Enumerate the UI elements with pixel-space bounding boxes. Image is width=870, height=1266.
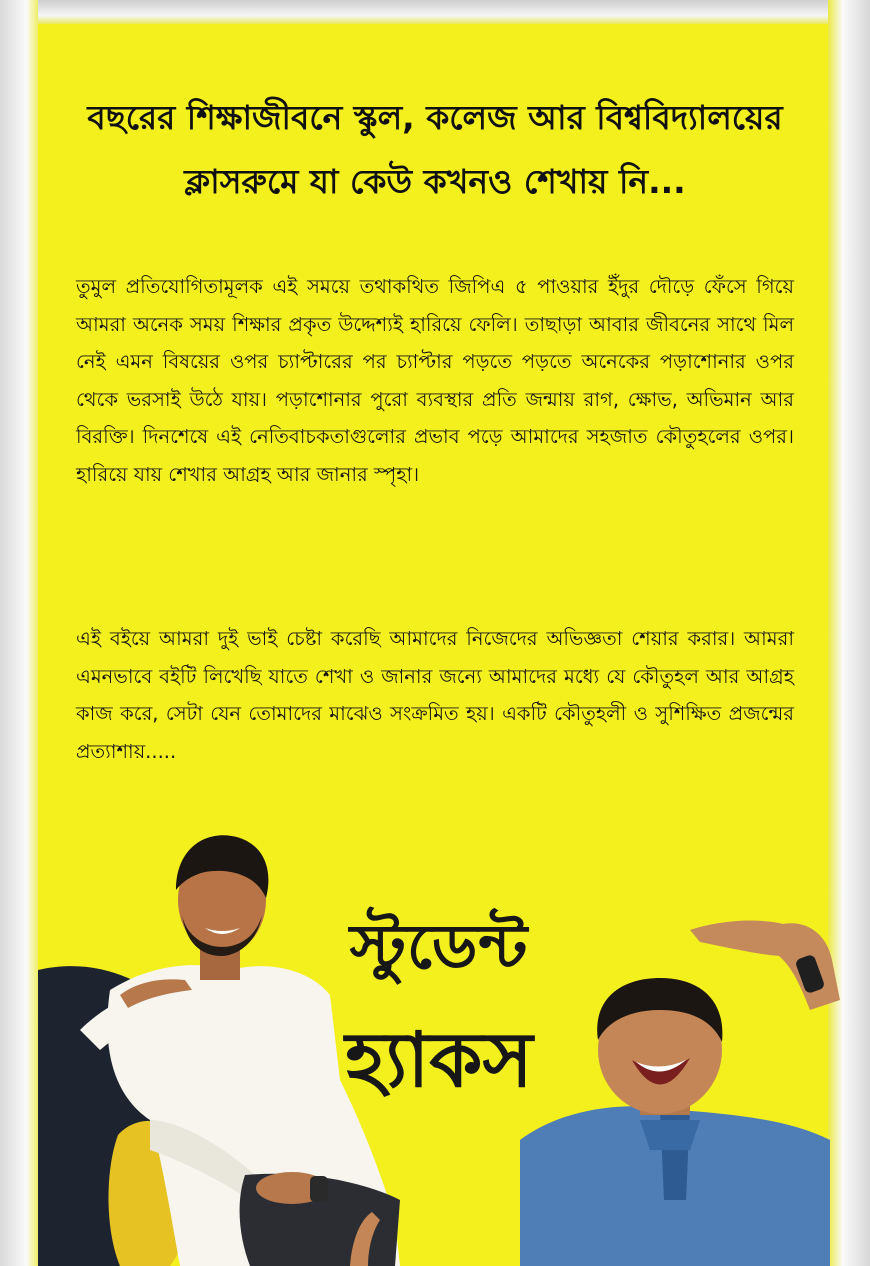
headline-line-1: বছরের শিক্ষাজীবনে স্কুল, কলেজ আর বিশ্ববিদ্যালয়ের <box>87 98 783 137</box>
headline-line-2: ক্লাসরুমে যা কেউ কখনও শেখায় নি... <box>184 162 686 201</box>
book-title-line-1: স্টুডেন্ট <box>349 910 529 983</box>
book-title-line-2: হ্যাকস <box>345 1015 533 1104</box>
blurb-paragraph-2: এই বইয়ে আমরা দুই ভাই চেষ্টা করেছি আমাদের নিজেদের অভিজ্ঞতা শেয়ার করার। আমরা এমনভাবে বইটি লিখেছি যাতে শেখা ও জানার জন্যে আমাদের মধ্যে যে কৌতুহল আর আগ্রহ কাজ করে, সেটা যেন তোমাদের মাঝেও সংক্রমিত হয়। একটি কৌতুহলী ও সুশিক্ষিত প্রজন্মের প্রত্যাশায়..... <box>76 627 794 763</box>
blurb-paragraph-1: তুমুল প্রতিযোগিতামূলক এই সময়ে তথাকথিত জিপিএ ৫ পাওয়ার ইঁদুর দৌড়ে ফেঁসে গিয়ে আমরা অনেক সময় শিক্ষার প্রকৃত উদ্দেশ্যই হারিয়ে ফেলি। তাছাড়া আবার জীবনের সাথে মিল নেই এমন বিষয়ের ওপর চ্যাপ্টারের পর চ্যাপ্টার পড়তে পড়তে অনেকের পড়াশোনার ওপর থেকে ভরসাই উঠে যায়। পড়াশোনার পুরো ব্যবস্থার প্রতি জন্মায় রাগ, ক্ষোভ, অভিমান আর বিরক্তি। দিনশেষে এই নেতিবাচকতাগুলোর প্রভাব পড়ে আমাদের সহজাত কৌতুহলের ওপর। হারিয়ে যায় শেখার আগ্রহ আর জানার স্পৃহা। <box>76 275 794 486</box>
page-edge-top <box>0 0 870 26</box>
